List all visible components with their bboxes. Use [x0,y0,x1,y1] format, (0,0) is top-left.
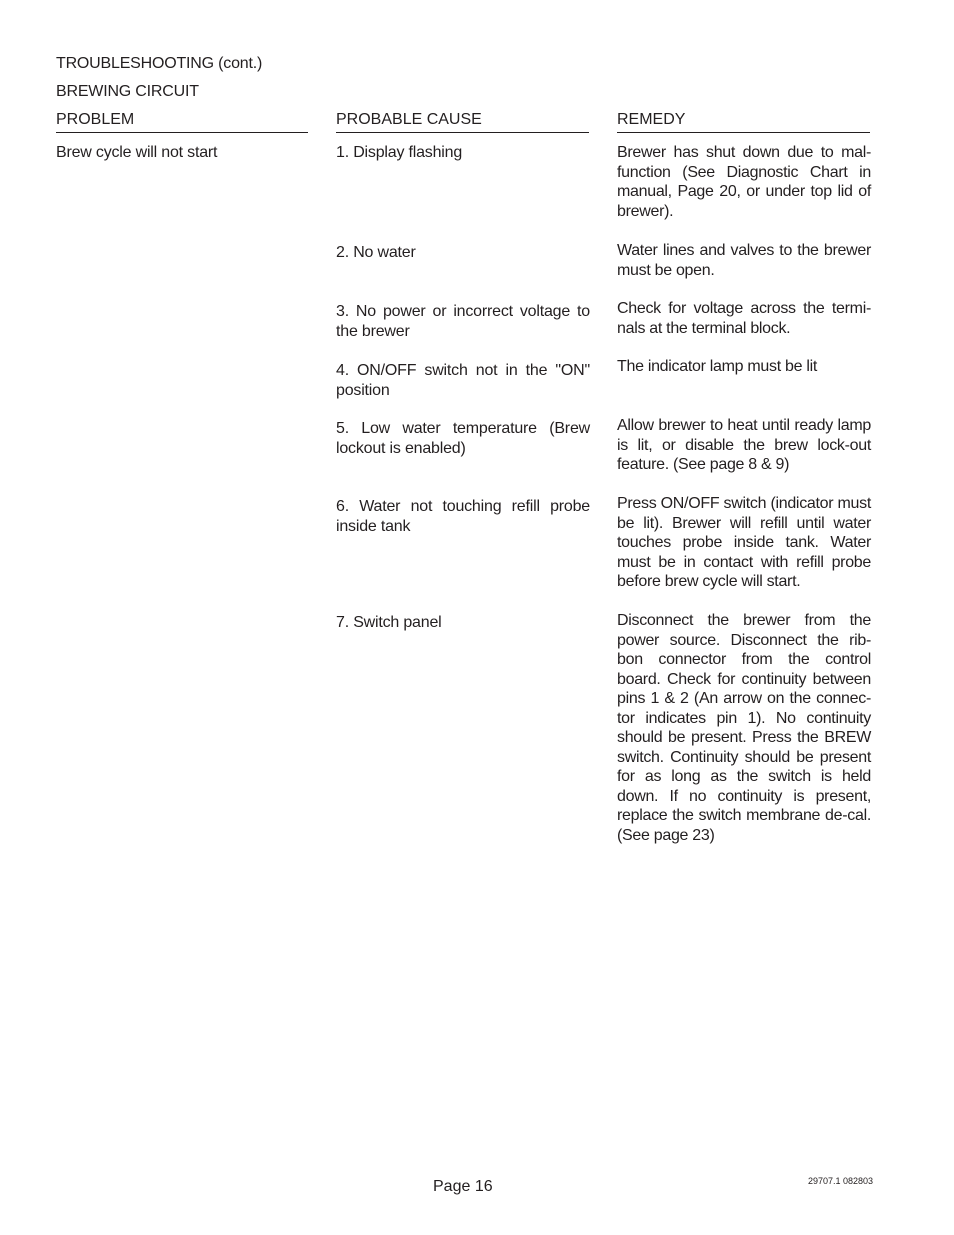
problem-text: Brew cycle will not start [56,144,218,161]
remedy-7: Disconnect the brewer from the power source. Disconnect the rib-bon connector from the control board. Check for continuity between pins 1 & 2 (An arrow on the connec-tor indicates pin 1). No continuity should be present. Press the BREW switch. Continuity should be present for as long as the switch is held down. If no continuity is present, replace the switch membrane de-cal. (See page 23) [617,612,871,844]
cause-5: 5. Low water temperature (Brew lockout is enabled) [336,420,590,457]
cause-4: 4. ON/OFF switch not in the "ON" position [336,362,590,399]
cause-1: 1. Display flashing [336,144,463,161]
column-header-problem: PROBLEM [56,111,135,128]
remedy-3: Check for voltage across the termi-nals at the terminal block. [617,300,871,337]
remedy-1: Brewer has shut down due to mal-function (See Diagnostic Chart in manual, Page 20, or under top lid of brewer). [617,144,871,220]
remedy-5: Allow brewer to heat until ready lamp is lit, or disable the brew lock-out feature. (See page 8 & 9) [617,417,871,473]
cause-6: 6. Water not touching refill probe inside tank [336,498,590,535]
page-number: Page 16 [433,1178,493,1195]
header-rule-remedy [617,132,870,133]
remedy-2: Water lines and valves to the brewer must be open. [617,242,871,279]
document-number: 29707.1 082803 [808,1176,874,1186]
remedy-6: Press ON/OFF switch (indicator must be lit). Brewer will refill until water touches probe inside tank. Water must be in contact with refill probe before brew cycle will start. [617,495,871,590]
cause-7: 7. Switch panel [336,614,442,631]
column-header-remedy: REMEDY [617,111,686,128]
column-header-probable-cause: PROBABLE CAUSE [336,111,482,128]
cause-2: 2. No water [336,244,416,261]
header-rule-problem [56,132,308,133]
subsection-title: BREWING CIRCUIT [56,83,199,100]
remedy-4: The indicator lamp must be lit [617,358,817,375]
section-title: TROUBLESHOOTING (cont.) [56,55,263,72]
header-rule-cause [336,132,589,133]
cause-3: 3. No power or incorrect voltage to the brewer [336,303,590,340]
